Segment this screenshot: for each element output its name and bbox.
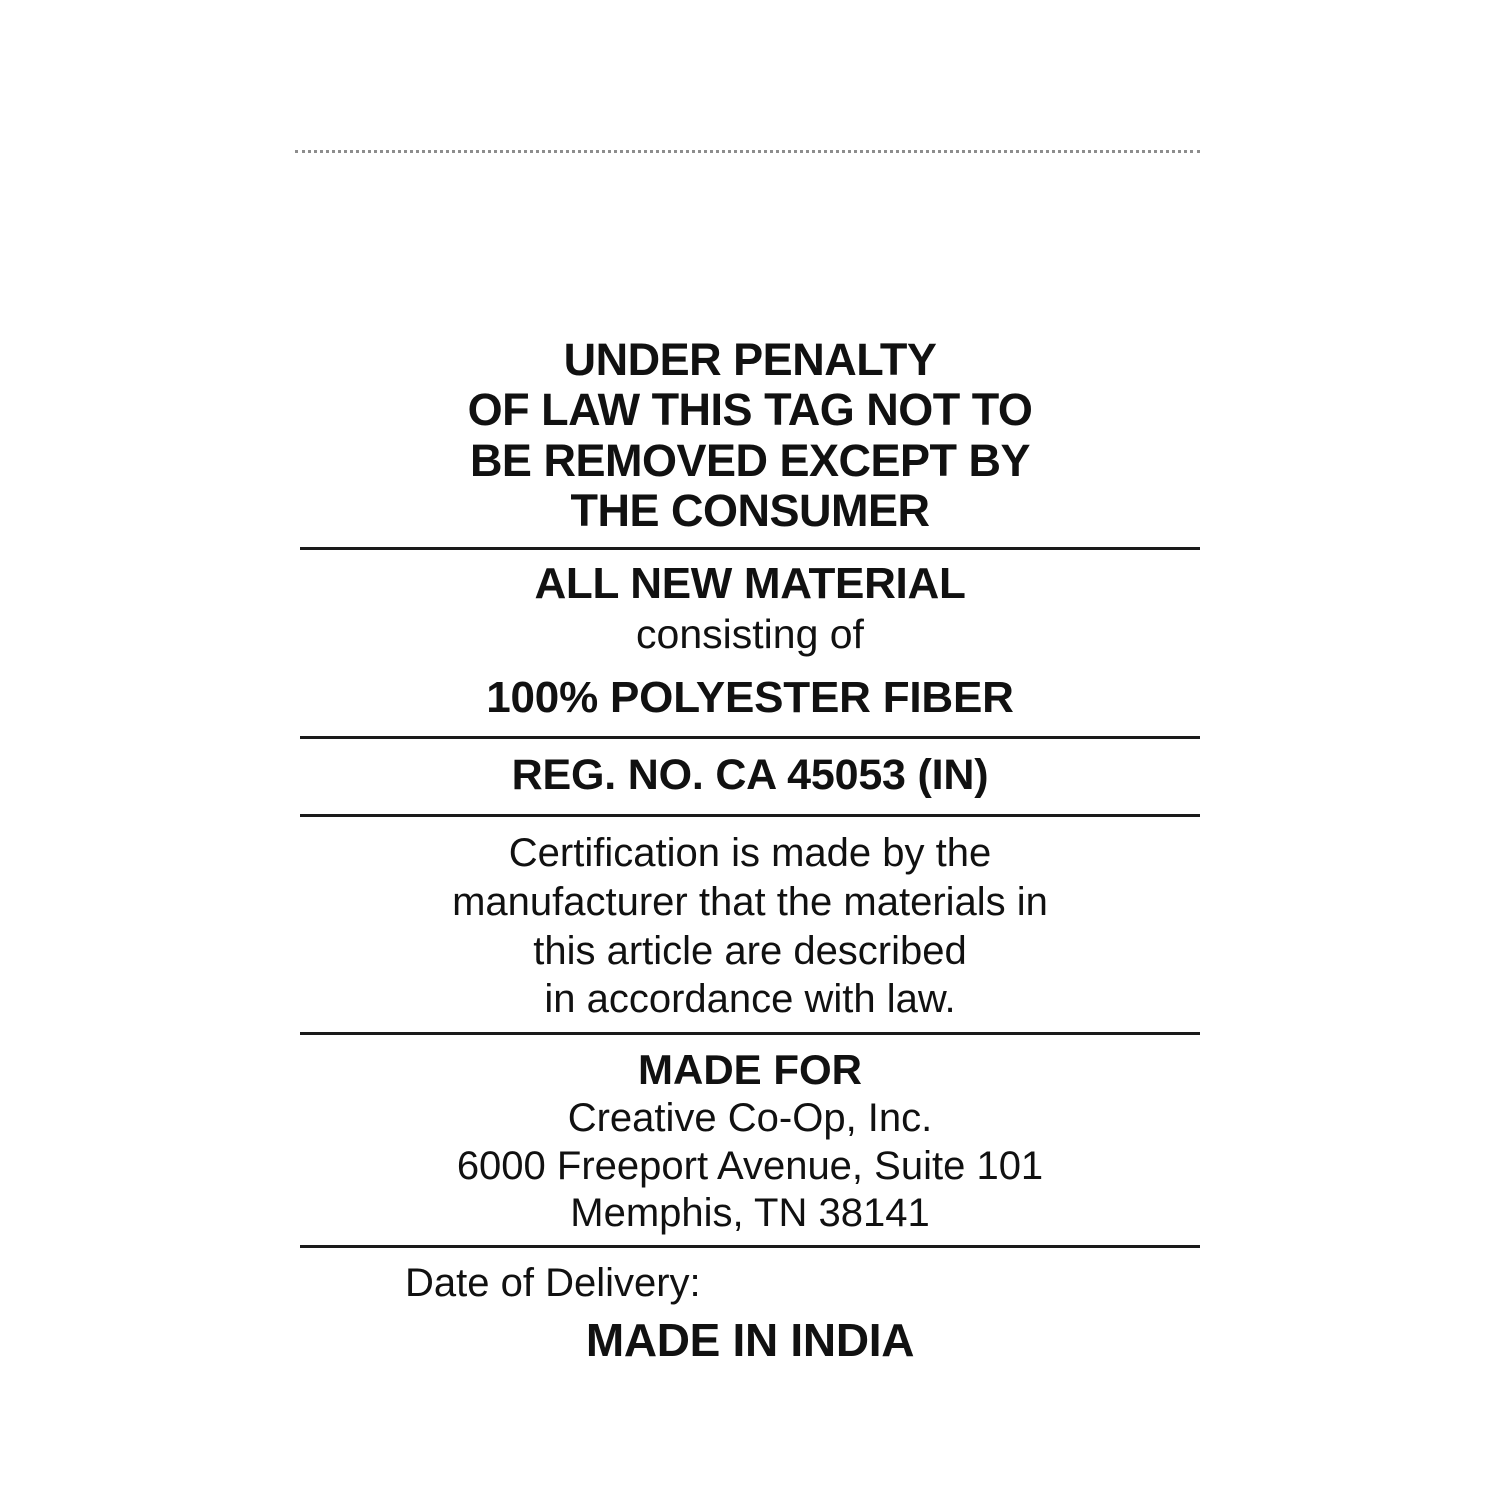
made-for-section — [300, 1035, 1200, 1245]
certification-line-3: this article are described — [533, 928, 967, 973]
company-name: Creative Co-Op, Inc. — [567, 1096, 933, 1141]
city-state-zip: Memphis, TN 38141 — [570, 1190, 930, 1235]
penalty-line-2: OF LAW THIS TAG NOT TO — [467, 384, 1033, 436]
date-of-delivery-label: Date of Delivery: — [405, 1261, 701, 1306]
label-content — [300, 335, 1200, 1370]
penalty-line-3: BE REMOVED EXCEPT BY — [469, 434, 1031, 486]
penalty-line-4: THE CONSUMER — [570, 485, 930, 537]
material-content: 100% POLYESTER FIBER — [486, 672, 1014, 722]
material-heading: ALL NEW MATERIAL — [534, 558, 966, 608]
penalty-notice — [300, 335, 1200, 547]
street-address: 6000 Freeport Avenue, Suite 101 — [456, 1143, 1044, 1188]
registration-section — [300, 739, 1200, 814]
certification-line-1: Certification is made by the — [508, 830, 992, 875]
certification-line-4: in accordance with law. — [544, 977, 956, 1022]
registration-number: REG. NO. CA 45053 (IN) — [511, 750, 989, 799]
certification-line-2: manufacturer that the materials in — [452, 879, 1048, 924]
perforation-dotted-line — [295, 150, 1200, 157]
delivery-section — [300, 1248, 1200, 1370]
made-for-title: MADE FOR — [638, 1046, 862, 1094]
certification-text — [300, 829, 1200, 1024]
penalty-line-1: UNDER PENALTY — [563, 334, 937, 385]
certification-section — [300, 817, 1200, 1032]
material-section — [300, 550, 1200, 736]
made-for-address — [300, 1095, 1200, 1237]
material-consisting-of: consisting of — [636, 611, 864, 658]
country-of-origin: MADE IN INDIA — [585, 1314, 915, 1367]
